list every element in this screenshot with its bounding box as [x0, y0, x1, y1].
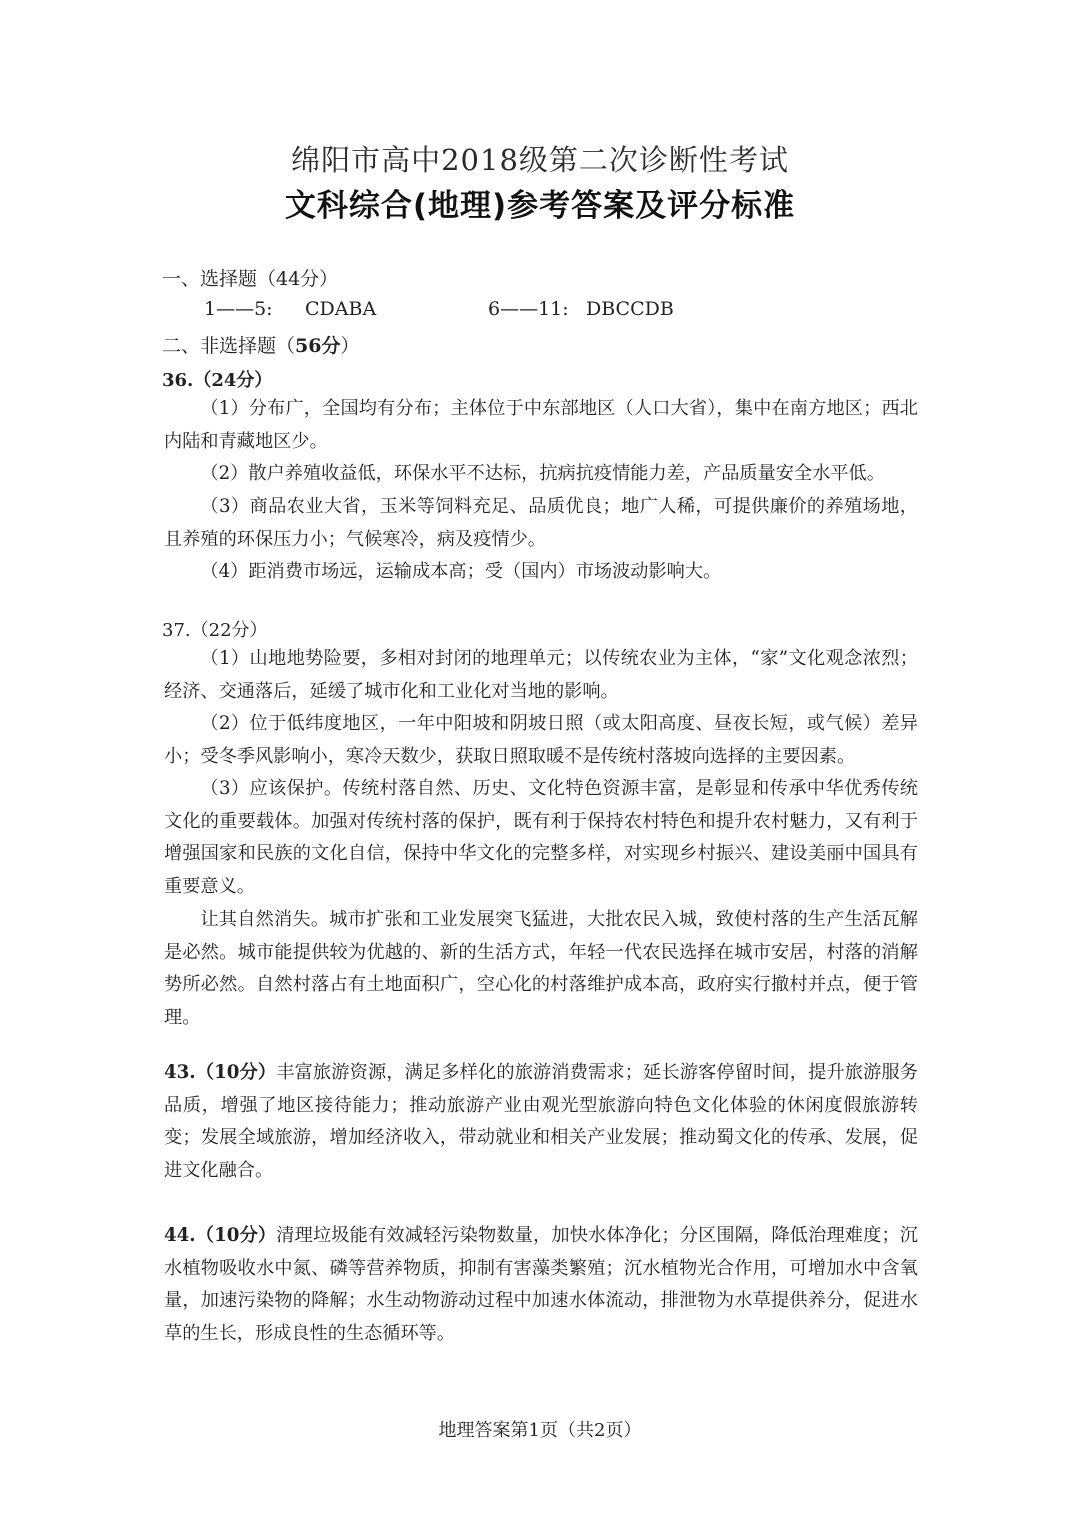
q37-answer-3: （3）应该保护。传统村落自然、历史、文化特色资源丰富，是彰显和传承中华优秀传统文化的重要载体。加强对传统村落的保护，既有利于保持农村特色和提升农村魅力，又有利于增强国家和民族的文化自信，保持中华文化的完整多样，对实现乡村振兴、建设美丽中国具有重要意义。	[164, 778, 918, 897]
q36-answer-4: （4）距消费市场远，运输成本高；受（国内）市场波动影响大。	[200, 561, 722, 582]
mc-answers-2: DBCCDB	[586, 298, 674, 320]
q36-answer-3: （3）商品农业大省，玉米等饲料充足、品质优良；地广人稀，可提供廉价的养殖场地，且养殖的环保压力小；气候寒冷，病及疫情少。	[164, 496, 918, 550]
q37-answer-2: （2）位于低纬度地区，一年中阳坡和阴坡日照（或太阳高度、昼夜长短，或气候）差异小；受冬季风影响小，寒冷天数少，获取日照取暖不是传统村落坡向选择的主要因素。	[164, 713, 918, 767]
document-title: 文科综合(地理)参考答案及评分标准	[284, 188, 796, 224]
q37-answer-4: 让其自然消失。城市扩张和工业发展突飞猛进，大批农民入城，致使村落的生产生活瓦解是必然。城市能提供较为优越的、新的生活方式，年轻一代农民选择在城市安居，村落的消解势所必然。自然村落占有土地面积广，空心化的村落维护成本高，政府实行撤村并点，便于管理。	[164, 909, 918, 1028]
exam-title: 绵阳市高中2018级第二次诊断性考试	[291, 143, 789, 177]
mc-answers-1: CDABA	[305, 298, 377, 320]
q36-answer-1: （1）分布广，全国均有分布；主体位于中东部地区（人口大省），集中在南方地区；西北内陆和青藏地区少。	[164, 398, 918, 452]
page-footer: 地理答案第1页（共2页）	[438, 1420, 642, 1441]
q37-heading: 37.（22分）	[162, 620, 268, 641]
q36-answer-2: （2）散户养殖收益低，环保水平不达标，抗病抗疫情能力差，产品质量安全水平低。	[200, 463, 885, 484]
q44-heading: 44.（10分）	[164, 1225, 277, 1246]
mc-range-2: 6——11:	[488, 298, 569, 320]
q43-answer: 43.（10分）丰富旅游资源，满足多样化的旅游消费需求；延长游客停留时间，提升旅游服务品质，增强了地区接待能力；推动旅游产业由观光型旅游向特色文化体验的休闲度假旅游转变；发展全域旅游，增加经济收入，带动就业和相关产业发展；推动蜀文化的传承、发展，促进文化融合。	[164, 1062, 918, 1181]
mc-range-1: 1——5:	[204, 298, 273, 320]
q36-heading: 36.（24分）	[162, 370, 273, 391]
q44-answer: 44.（10分）清理垃圾能有效减轻污染物数量，加快水体净化；分区围隔，降低治理难度；沉水植物吸收水中氮、磷等营养物质，抑制有害藻类繁殖；沉水植物光合作用，可增加水中含氧量，加速污染物的降解；水生动物游动过程中加速水体流动，排泄物为水草提供养分，促进水草的生长，形成良性的生态循环等。	[164, 1225, 918, 1344]
q43-heading: 43.（10分）	[164, 1062, 277, 1083]
section-2-heading: 二、非选择题（56分）	[162, 335, 360, 357]
section-1-heading: 一、选择题（44分）	[162, 268, 339, 290]
q37-answer-1: （1）山地地势险要，多相对封闭的地理单元；以传统农业为主体，“家”文化观念浓烈；经济、交通落后，延缓了城市化和工业化对当地的影响。	[164, 648, 918, 702]
